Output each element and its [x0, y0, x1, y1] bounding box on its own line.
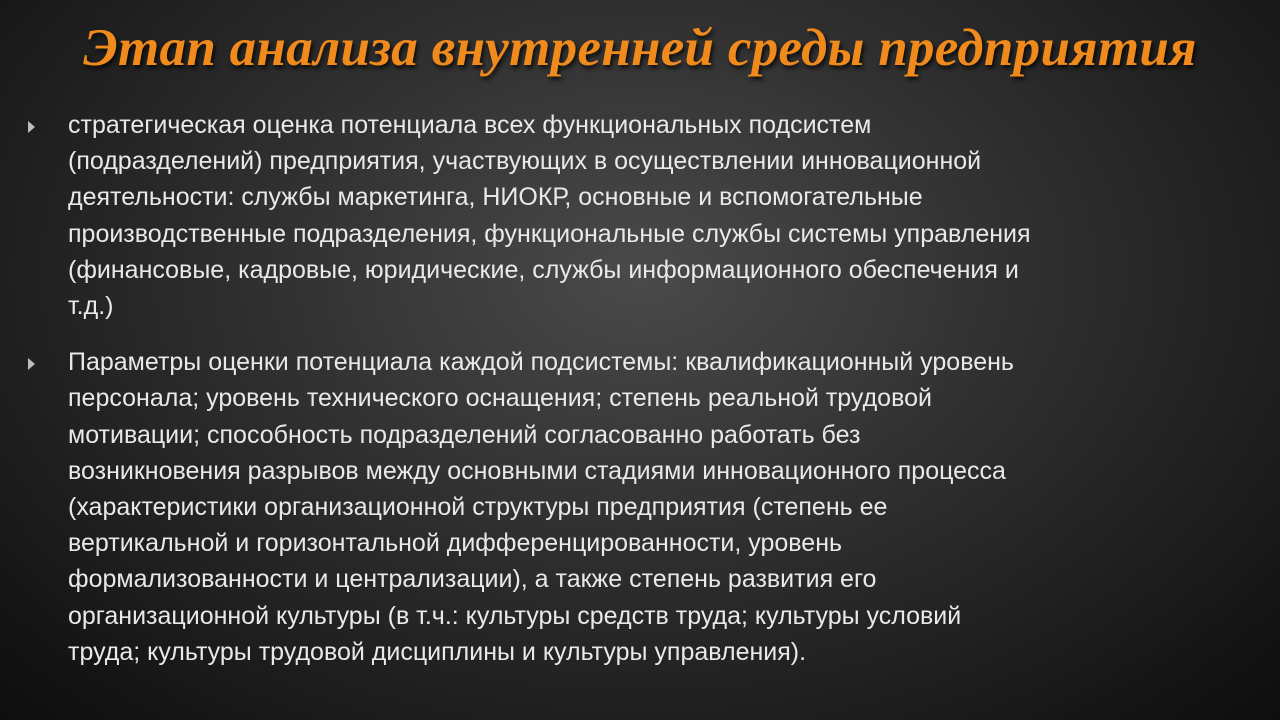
bullet-line: (финансовые, кадровые, юридические, службы информационного обеспечения и	[68, 255, 1019, 284]
slide-title: Этап анализа внутренней среды предприятия	[83, 19, 1197, 77]
bullet-line: организационной культуры (в т.ч.: культуры средств труда; культуры условий	[68, 601, 962, 630]
bullet-item-1	[68, 107, 1238, 324]
bullet-line: т.д.)	[68, 292, 114, 321]
bullet-line: Параметры оценки потенциала каждой подсистемы: квалификационный уровень	[68, 348, 1014, 377]
triangle-right-icon	[28, 358, 35, 370]
bullet-line: возникновения разрывов между основными стадиями инновационного процесса	[68, 456, 1006, 485]
bullet-line: производственные подразделения, функциональные службы системы управления	[68, 219, 1031, 248]
bullet-line: формализованности и централизации), а также степень развития его	[68, 565, 877, 594]
bullet-line: стратегическая оценка потенциала всех функциональных подсистем	[68, 111, 872, 139]
bullet-line: персонала; уровень технического оснащения; степень реальной трудовой	[68, 384, 932, 413]
bullet-line: труда; культуры трудовой дисциплины и культуры управления).	[68, 637, 807, 666]
bullet-list	[68, 107, 1238, 690]
triangle-right-icon	[28, 121, 35, 133]
bullet-line: деятельности: службы маркетинга, НИОКР, основные и вспомогательные	[68, 183, 923, 212]
bullet-item-2	[68, 344, 1238, 670]
bullet-line: мотивации; способность подразделений согласованно работать без	[68, 420, 861, 449]
bullet-line: (подразделений) предприятия, участвующих в осуществлении инновационной	[68, 147, 982, 176]
bullet-line: (характеристики организационной структуры предприятия (степень ее	[68, 493, 888, 522]
bullet-line: вертикальной и горизонтальной дифференцированности, уровень	[68, 529, 843, 558]
